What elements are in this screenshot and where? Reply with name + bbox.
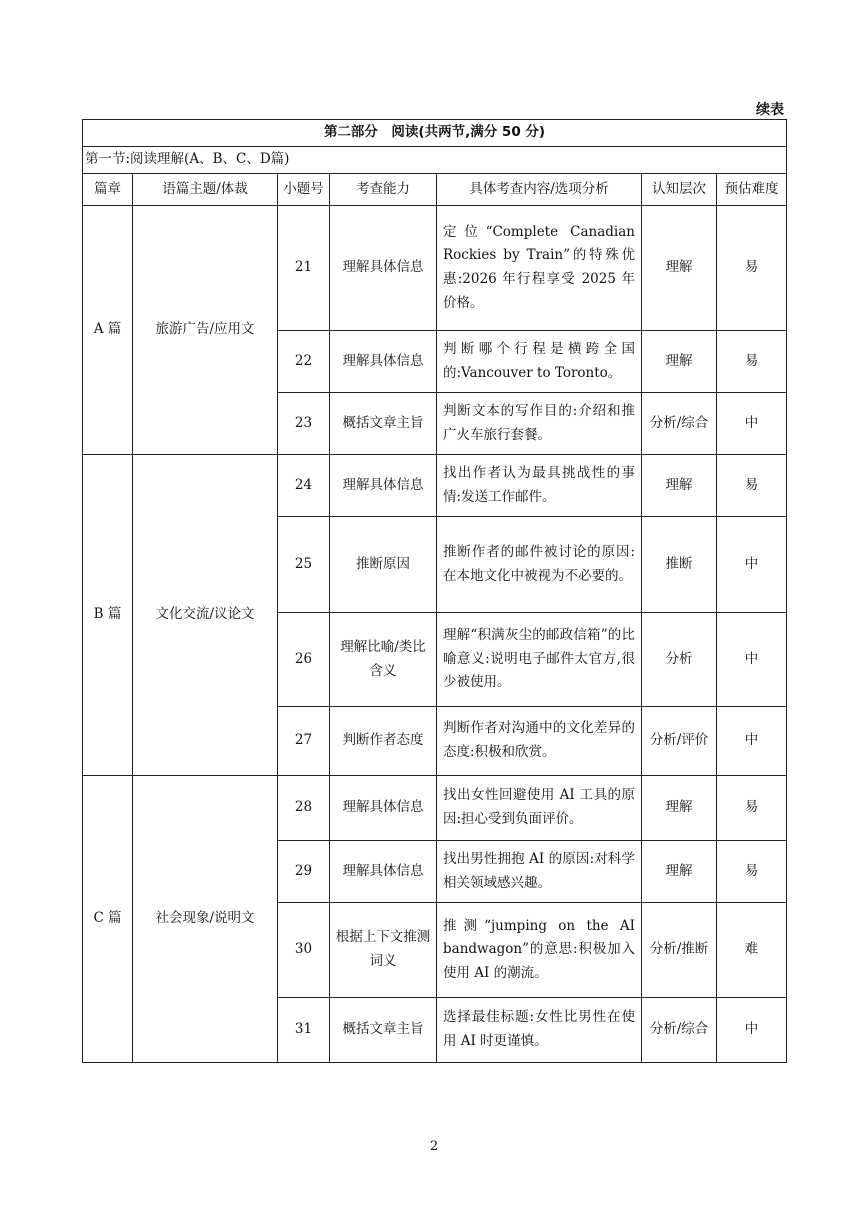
estimated-difficulty: 易 [717, 206, 787, 331]
part-title: 第二部分 阅读(共两节,满分 50 分) [83, 120, 787, 147]
question-ability: 理解比喻/类比含义 [330, 613, 437, 707]
question-ability: 概括文章主旨 [330, 998, 437, 1063]
question-number: 28 [278, 776, 330, 841]
estimated-difficulty: 易 [717, 331, 787, 393]
question-number: 22 [278, 331, 330, 393]
cognitive-level: 分析/评价 [642, 707, 717, 776]
header-level: 认知层次 [642, 174, 717, 206]
cognitive-level: 分析/综合 [642, 998, 717, 1063]
cognitive-level: 推断 [642, 517, 717, 613]
question-content: 找出男性拥抱 AI 的原因:对科学相关领域感兴趣。 [437, 841, 642, 903]
question-ability: 理解具体信息 [330, 455, 437, 517]
question-number: 27 [278, 707, 330, 776]
passage-theme: 文化交流/议论文 [133, 455, 278, 776]
question-number: 26 [278, 613, 330, 707]
reading-analysis-table [82, 119, 787, 1063]
cognitive-level: 理解 [642, 841, 717, 903]
estimated-difficulty: 中 [717, 613, 787, 707]
cognitive-level: 理解 [642, 455, 717, 517]
estimated-difficulty: 易 [717, 841, 787, 903]
passage-label: B 篇 [83, 455, 133, 776]
passage-label: A 篇 [83, 206, 133, 455]
question-content: 找出作者认为最具挑战性的事情:发送工作邮件。 [437, 455, 642, 517]
question-ability: 理解具体信息 [330, 776, 437, 841]
question-content: 定位“Complete Canadian Rockies by Train”的特殊优惠:2026 年行程享受 2025 年价格。 [437, 206, 642, 331]
question-ability: 理解具体信息 [330, 206, 437, 331]
estimated-difficulty: 中 [717, 707, 787, 776]
header-content: 具体考查内容/选项分析 [437, 174, 642, 206]
estimated-difficulty: 中 [717, 517, 787, 613]
question-content: 判断作者对沟通中的文化差异的态度:积极和欣赏。 [437, 707, 642, 776]
cognitive-level: 理解 [642, 331, 717, 393]
question-number: 29 [278, 841, 330, 903]
cognitive-level: 理解 [642, 776, 717, 841]
cognitive-level: 分析/推断 [642, 903, 717, 998]
estimated-difficulty: 易 [717, 455, 787, 517]
question-number: 30 [278, 903, 330, 998]
question-number: 31 [278, 998, 330, 1063]
question-ability: 理解具体信息 [330, 331, 437, 393]
part-title-row [83, 120, 787, 147]
page-number: 2 [429, 1139, 439, 1154]
cognitive-level: 分析 [642, 613, 717, 707]
question-ability: 判断作者态度 [330, 707, 437, 776]
header-row [83, 174, 787, 206]
header-passage: 篇章 [83, 174, 133, 206]
table-row [83, 776, 787, 841]
passage-label: C 篇 [83, 776, 133, 1063]
estimated-difficulty: 中 [717, 393, 787, 455]
estimated-difficulty: 中 [717, 998, 787, 1063]
passage-theme: 旅游广告/应用文 [133, 206, 278, 455]
question-number: 25 [278, 517, 330, 613]
question-content: 理解“积满灰尘的邮政信箱”的比喻意义:说明电子邮件太官方,很少被使用。 [437, 613, 642, 707]
cognitive-level: 理解 [642, 206, 717, 331]
question-ability: 推断原因 [330, 517, 437, 613]
table-row [83, 455, 787, 517]
question-content: 找出女性回避使用 AI 工具的原因:担心受到负面评价。 [437, 776, 642, 841]
cognitive-level: 分析/综合 [642, 393, 717, 455]
header-difficulty: 预估难度 [717, 174, 787, 206]
question-number: 21 [278, 206, 330, 331]
header-theme: 语篇主题/体裁 [133, 174, 278, 206]
question-content: 判断哪个行程是横跨全国的:Vancouver to Toronto。 [437, 331, 642, 393]
estimated-difficulty: 难 [717, 903, 787, 998]
question-ability: 理解具体信息 [330, 841, 437, 903]
table-body [83, 120, 787, 1063]
question-number: 24 [278, 455, 330, 517]
question-content: 推测“jumping on the AI bandwagon”的意思:积极加入使用 AI 的潮流。 [437, 903, 642, 998]
estimated-difficulty: 易 [717, 776, 787, 841]
question-content: 选择最佳标题:女性比男性在使用 AI 时更谨慎。 [437, 998, 642, 1063]
section-title: 第一节:阅读理解(A、B、C、D篇) [83, 147, 787, 174]
header-ability: 考查能力 [330, 174, 437, 206]
question-content: 推断作者的邮件被讨论的原因:在本地文化中被视为不必要的。 [437, 517, 642, 613]
header-question-no: 小题号 [278, 174, 330, 206]
question-ability: 概括文章主旨 [330, 393, 437, 455]
passage-theme: 社会现象/说明文 [133, 776, 278, 1063]
question-ability: 根据上下文推测词义 [330, 903, 437, 998]
continued-label: 续表 [756, 102, 784, 118]
question-number: 23 [278, 393, 330, 455]
section-title-row [83, 147, 787, 174]
question-content: 判断文本的写作目的:介绍和推广火车旅行套餐。 [437, 393, 642, 455]
table-row [83, 206, 787, 331]
